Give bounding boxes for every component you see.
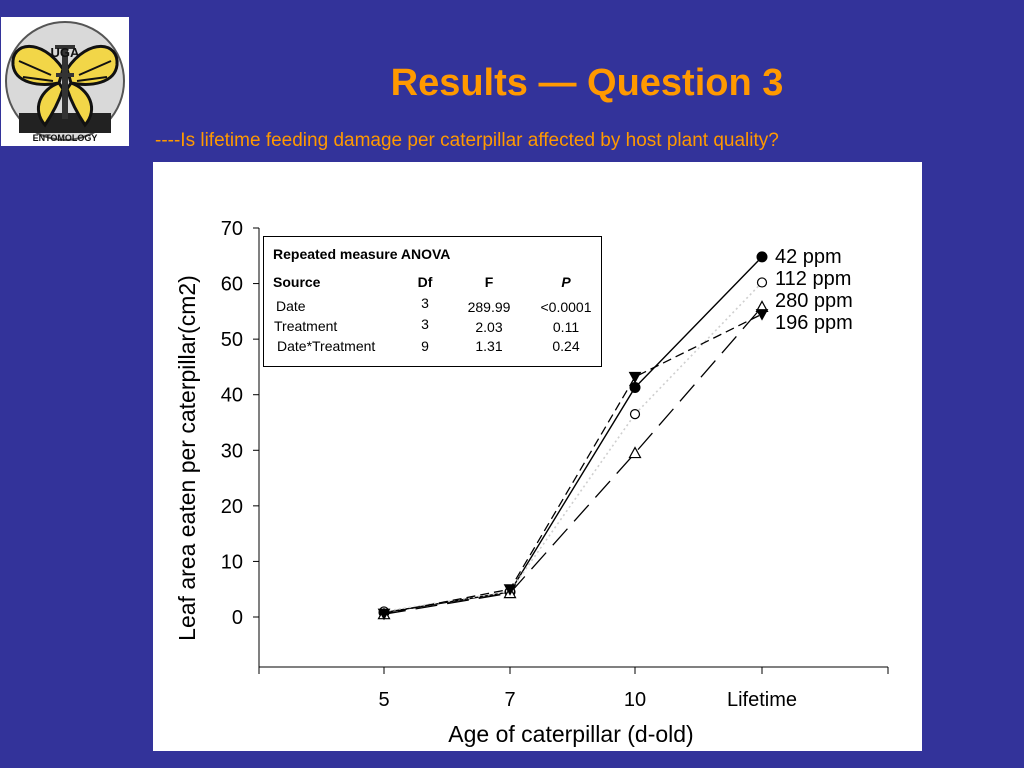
legend-label: 42 ppm — [775, 246, 842, 268]
anova-table-title: Repeated measure ANOVA — [273, 246, 451, 262]
y-tick-label: 0 — [231, 606, 243, 629]
anova-row-p: 0.11 — [552, 319, 580, 335]
legend-label: 196 ppm — [775, 312, 853, 334]
data-point — [757, 252, 767, 262]
y-tick-label: 60 — [220, 273, 243, 296]
y-tick-label: 40 — [220, 384, 243, 407]
anova-row-source: Date — [276, 298, 306, 314]
data-point — [631, 410, 640, 419]
y-tick-label: 50 — [220, 329, 243, 352]
slide-title: Results — Question 3 — [390, 62, 784, 104]
legend-label: 280 ppm — [775, 290, 853, 312]
anova-row-df: 3 — [421, 316, 429, 332]
anova-header-source: Source — [273, 274, 321, 290]
y-tick-label: 20 — [220, 495, 243, 518]
slide-subtitle: ----Is lifetime feeding damage per caterpillar affected by host plant quality? — [155, 130, 779, 151]
logo-bottom-text: ENTOMOLOGY — [32, 133, 98, 143]
y-tick-label: 10 — [220, 551, 243, 574]
anova-header-p: P — [561, 274, 571, 290]
x-axis-label: Age of caterpillar (d-old) — [448, 721, 694, 747]
anova-row-source: Treatment — [274, 318, 338, 334]
y-tick-label: 70 — [220, 218, 243, 240]
anova-row-f: 2.03 — [475, 319, 503, 335]
anova-header-df: Df — [417, 274, 433, 290]
x-tick-label: Lifetime — [726, 689, 798, 711]
x-tick-label: 5 — [378, 689, 390, 711]
x-tick-label: 10 — [623, 689, 647, 711]
y-tick-label: 30 — [220, 440, 243, 463]
data-point — [758, 278, 767, 287]
legend-label: 112 ppm — [775, 268, 852, 290]
y-axis-label: Leaf area eaten per caterpillar(cm2) — [174, 275, 200, 641]
anova-row-p: <0.0001 — [540, 299, 592, 315]
anova-row-p: 0.24 — [552, 338, 580, 354]
chart-panel — [153, 162, 922, 751]
anova-row-source: Date*Treatment — [277, 338, 376, 354]
anova-table — [263, 236, 602, 367]
x-tick-label: 7 — [504, 689, 516, 711]
anova-header-f: F — [484, 274, 494, 290]
data-point — [630, 372, 641, 382]
anova-row-df: 9 — [421, 338, 429, 354]
anova-row-df: 3 — [421, 295, 429, 311]
data-point — [757, 310, 768, 320]
logo-top-text: UGA — [50, 45, 80, 60]
anova-row-f: 1.31 — [475, 338, 503, 354]
data-point — [630, 382, 640, 392]
anova-row-f: 289.99 — [467, 299, 511, 315]
